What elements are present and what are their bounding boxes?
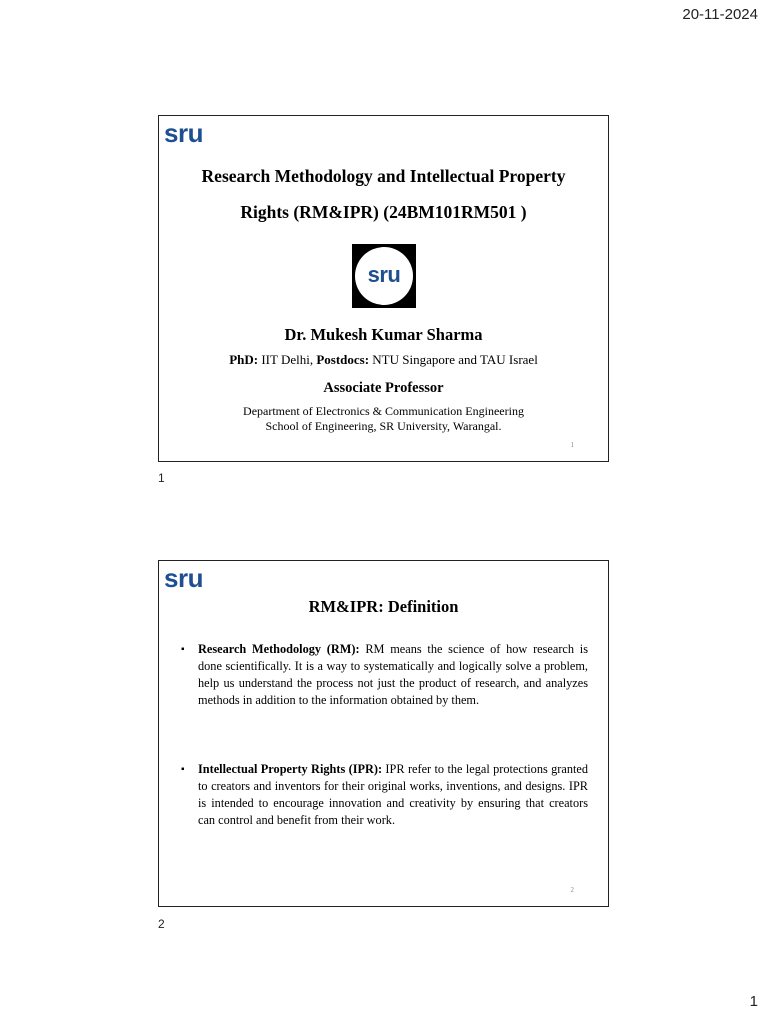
postdoc-value: NTU Singapore and TAU Israel bbox=[369, 352, 538, 367]
bullet-square-icon: ▪ bbox=[181, 644, 185, 655]
bullet-text: IPR refer to the legal protections granted to creators and inventors for their original works, inventions, and designs. IPR is intended to encourage innovation and creativity by ensuring that creators can control and benefit from their work. bbox=[198, 762, 588, 827]
bullet-term: Intellectual Property Rights (IPR): bbox=[198, 762, 383, 776]
slide-number: 2 bbox=[570, 886, 574, 894]
phd-label: PhD: bbox=[229, 352, 259, 367]
department: Department of Electronics & Communication Engineering bbox=[243, 404, 524, 418]
phd-value: IIT Delhi, bbox=[258, 352, 317, 367]
slide-2 bbox=[158, 560, 609, 907]
page-number: 1 bbox=[749, 993, 758, 1010]
slide-1 bbox=[158, 115, 609, 462]
presenter-name: Dr. Mukesh Kumar Sharma bbox=[284, 325, 483, 344]
slide-title-line-2: Rights (RM&IPR) (24BM101RM501 ) bbox=[240, 202, 527, 222]
university-emblem bbox=[352, 244, 416, 308]
bullet-square-icon: ▪ bbox=[181, 764, 185, 775]
bullet-text: RM means the science of how research is done scientifically. It is a way to systematically and logically solve a problem, help us understand the process not just the product of research, and analyzes methods in addition to the information obtained by them. bbox=[198, 642, 588, 707]
print-date: 20-11-2024 bbox=[682, 6, 758, 23]
bullet-term: Research Methodology (RM): bbox=[198, 642, 360, 656]
presenter-role: Associate Professor bbox=[323, 380, 444, 396]
school: School of Engineering, SR University, Warangal. bbox=[265, 419, 502, 433]
bullet-rm bbox=[181, 641, 588, 709]
postdoc-label: Postdocs: bbox=[316, 352, 370, 367]
sru-logo: sru bbox=[164, 118, 203, 148]
emblem-text: sru bbox=[367, 261, 401, 287]
slide-label-1: 1 bbox=[158, 471, 165, 485]
slide-number: 1 bbox=[570, 441, 574, 449]
bullet-ipr bbox=[181, 761, 588, 829]
slide-title-line-1: Research Methodology and Intellectual Property bbox=[201, 166, 566, 186]
sru-logo: sru bbox=[164, 563, 203, 593]
qualifications bbox=[159, 352, 608, 368]
slide-label-2: 2 bbox=[158, 917, 165, 931]
slide-title: RM&IPR: Definition bbox=[308, 597, 459, 616]
